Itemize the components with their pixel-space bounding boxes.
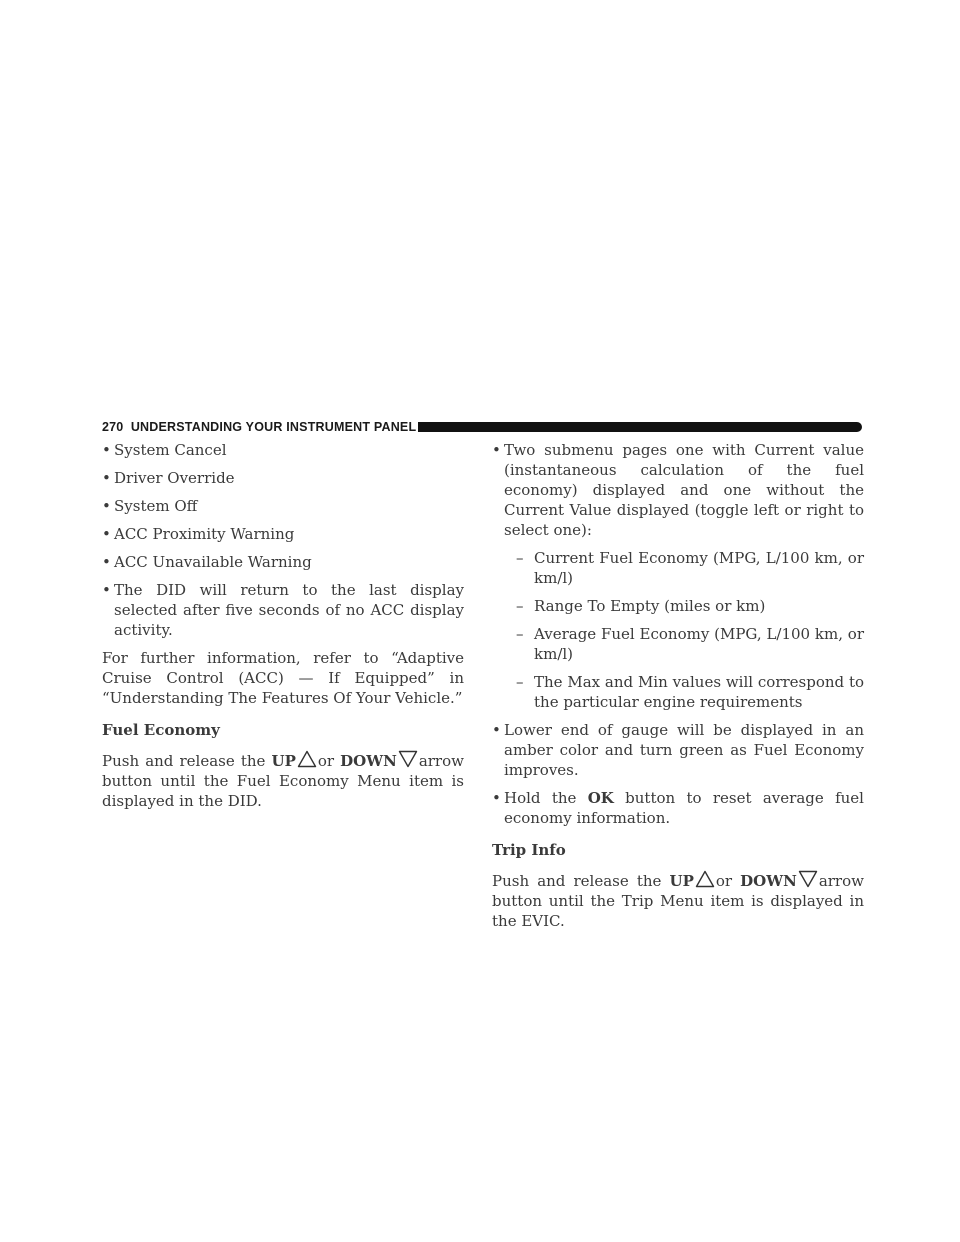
down-triangle-outline-icon xyxy=(798,870,818,888)
right-column xyxy=(492,440,864,941)
fuel-economy-paragraph xyxy=(102,750,464,811)
up-triangle-outline-icon xyxy=(695,870,715,888)
submenu-bullet-text: • Two submenu pages one with Current value (instantaneous calculation of the fuel economy) displayed and one without the Current Value displayed (toggle left or right to select one): xyxy=(504,441,864,539)
section-title: UNDERSTANDING YOUR INSTRUMENT PANEL xyxy=(130,420,417,434)
ok-bullet-text xyxy=(504,788,864,828)
sub-list-item xyxy=(504,624,864,664)
list-item xyxy=(492,788,864,828)
list-item xyxy=(492,440,864,712)
trip-info-paragraph xyxy=(492,870,864,931)
list-item xyxy=(102,552,464,572)
left-column xyxy=(102,440,464,821)
dash-marker: – xyxy=(516,597,524,615)
trip-info-heading: Trip Info xyxy=(492,841,566,859)
sub-list-item xyxy=(504,596,864,616)
or-text: or xyxy=(317,752,335,770)
info-paragraph: For further information, refer to “Adaptive Cruise Control (ACC) — If Equipped” in “Understanding The Features Of Your Vehicle.” xyxy=(102,649,464,707)
bullet-text: • System Cancel xyxy=(114,441,227,459)
list-item xyxy=(102,440,464,460)
bullet-text: • ACC Unavailable Warning xyxy=(114,553,312,571)
sub-item-text: Average Fuel Economy (MPG, L/100 km, or km/l) xyxy=(534,625,864,663)
up-label: UP xyxy=(271,752,296,770)
down-label: DOWN xyxy=(740,872,797,890)
page-number: 270 xyxy=(102,420,124,434)
sub-item-text: Range To Empty (miles or km) xyxy=(534,597,766,615)
header-bar xyxy=(418,422,862,432)
list-item xyxy=(102,496,464,516)
list-item xyxy=(492,720,864,780)
bullet-text: • System Off xyxy=(114,497,198,515)
list-item xyxy=(102,468,464,488)
list-item xyxy=(102,580,464,640)
trip-suffix: arrow button until the Trip Menu item is displayed in the EVIC. xyxy=(492,872,864,930)
header-text xyxy=(102,420,416,434)
gauge-bullet-text: • Lower end of gauge will be displayed in an amber color and turn green as Fuel Economy improves. xyxy=(504,721,864,779)
or-text: or xyxy=(715,872,733,890)
bullet-text: • Driver Override xyxy=(114,469,235,487)
ok-suffix: button to reset average fuel economy information. xyxy=(504,789,864,827)
ok-prefix: Hold the xyxy=(504,789,577,807)
fuel-prefix: Push and release the xyxy=(102,752,266,770)
sub-list-item xyxy=(504,548,864,588)
list-item xyxy=(102,524,464,544)
fuel-suffix: arrow button until the Fuel Economy Menu item is displayed in the DID. xyxy=(102,752,464,810)
bullet-text: • The DID will return to the last display selected after five seconds of no ACC display activity. xyxy=(114,581,464,639)
sub-item-text: Current Fuel Economy (MPG, L/100 km, or km/l) xyxy=(534,549,864,587)
sub-list-item xyxy=(504,672,864,712)
dash-marker: – xyxy=(516,549,524,567)
trip-prefix: Push and release the xyxy=(492,872,662,890)
down-label: DOWN xyxy=(340,752,397,770)
up-triangle-outline-icon xyxy=(297,750,317,768)
sub-item-text: The Max and Min values will correspond to the particular engine requirements xyxy=(534,673,864,711)
page-header xyxy=(102,420,862,434)
dash-marker: – xyxy=(516,625,524,643)
fuel-economy-heading: Fuel Economy xyxy=(102,721,220,739)
dash-marker: – xyxy=(516,673,524,691)
up-label: UP xyxy=(669,872,694,890)
down-triangle-outline-icon xyxy=(398,750,418,768)
bullet-text: • ACC Proximity Warning xyxy=(114,525,295,543)
ok-label: OK xyxy=(587,789,614,807)
